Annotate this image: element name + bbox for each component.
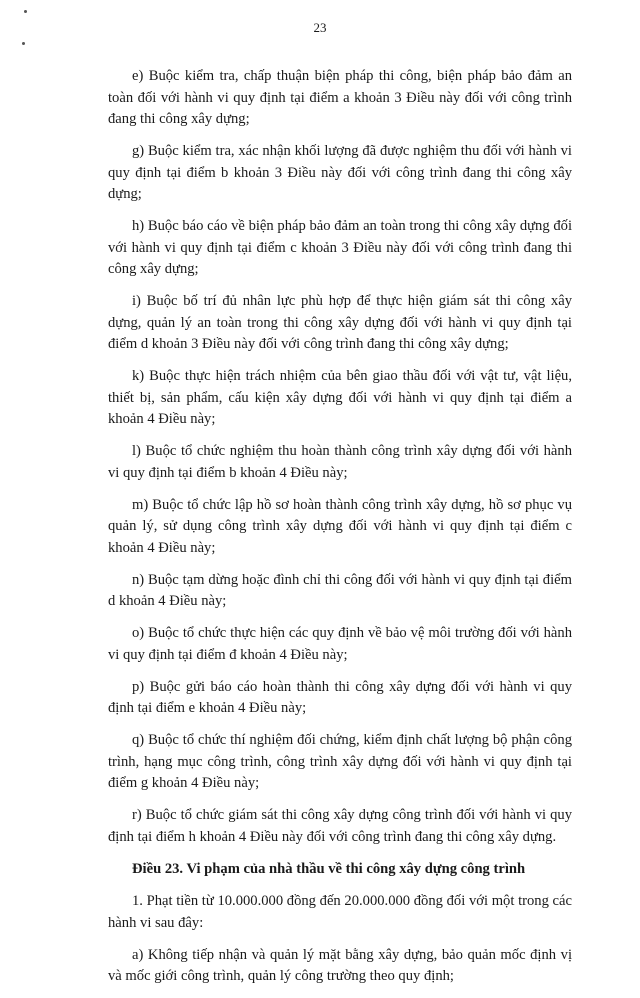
paragraph-k: k) Buộc thực hiện trách nhiệm của bên giao thầu đối với vật tư, vật liệu, thiết bị, sản phẩm, cấu kiện xây dựng đối với hành vi quy định tại điểm a khoản 4 Điều này; [108, 368, 572, 427]
paragraph-m: m) Buộc tổ chức lập hồ sơ hoàn thành công trình xây dựng, hồ sơ phục vụ quản lý, sử dụng công trình xây dựng đối với hành vi quy định tại điểm c khoản 4 Điều này; [108, 496, 572, 556]
paragraph-n: n) Buộc tạm dừng hoặc đình chỉ thi công đối với hành vi quy định tại điểm d khoản 4 Điều này; [108, 571, 572, 609]
scan-dot-top [24, 10, 27, 13]
article-clause-1a: a) Không tiếp nhận và quản lý mặt bằng xây dựng, bảo quản mốc định vị và mốc giới công trình, quản lý công trường theo quy định; [108, 946, 572, 984]
paragraph-q: q) Buộc tổ chức thí nghiệm đối chứng, kiểm định chất lượng bộ phận công trình, hạng mục công trình, công trình xây dựng đối với hành vi quy định tại điểm g khoản 4 Điều này; [108, 732, 572, 791]
paragraph-i: i) Buộc bố trí đủ nhân lực phù hợp để thực hiện giám sát thi công xây dựng, quản lý an toàn trong thi công xây dựng đối với hành vi quy định tại điểm d khoản 3 Điều này đối với công trình đang thi công xây dựng; [108, 293, 572, 352]
paragraph-l: l) Buộc tổ chức nghiệm thu hoàn thành công trình xây dựng đối với hành vi quy định tại điểm b khoản 4 Điều này; [108, 443, 572, 481]
paragraph-o: o) Buộc tổ chức thực hiện các quy định về bảo vệ môi trường đối với hành vi quy định tại điểm đ khoản 4 Điều này; [108, 625, 572, 663]
article-heading: Điều 23. Vi phạm của nhà thầu về thi công xây dựng công trình [132, 860, 526, 877]
document-body [108, 66, 572, 998]
paragraph-e: e) Buộc kiểm tra, chấp thuận biện pháp thi công, biện pháp bảo đảm an toàn đối với hành vi quy định tại điểm a khoản 3 Điều này đối với công trình đang thi công xây dựng; [108, 68, 572, 127]
paragraph-g: g) Buộc kiểm tra, xác nhận khối lượng đã được nghiệm thu đối với hành vi quy định tại điểm b khoản 3 Điều này đối với công trình đang thi công xây dựng; [108, 143, 572, 202]
paragraph-h: h) Buộc báo cáo về biện pháp bảo đảm an toàn trong thi công xây dựng đối với hành vi quy định tại điểm c khoản 3 Điều này đối với công trình đang thi công xây dựng; [108, 218, 572, 277]
article-clause-1: 1. Phạt tiền từ 10.000.000 đồng đến 20.000.000 đồng đối với một trong các hành vi sau đây: [108, 893, 572, 931]
scan-dot [22, 42, 25, 45]
paragraph-p: p) Buộc gửi báo cáo hoàn thành thi công xây dựng đối với hành vi quy định tại điểm e khoản 4 Điều này; [108, 678, 572, 716]
page-number: 23 [313, 20, 327, 35]
paragraph-r: r) Buộc tổ chức giám sát thi công xây dựng công trình đối với hành vi quy định tại điểm h khoản 4 Điều này đối với công trình đang thi công xây dựng. [108, 807, 572, 845]
